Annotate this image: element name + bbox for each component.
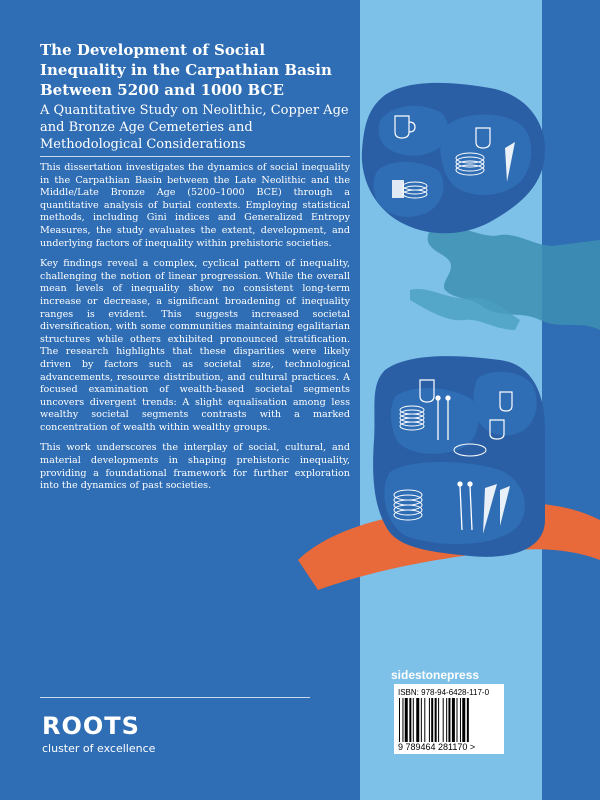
abstract-paragraph-2: Key findings reveal a complex, cyclical pattern of inequality, challenging the notion of linear progression. While the overall mean levels of inequality show no consistent long-term increase or decrease, a significant broadening of inequality ranges is evident. This suggests increased societal diversification, with some communities maintaining egalitarian structures while others exhibited pronounced stratification. The research highlights that these disparities were likely driven by factors such as societal size, technological advancements, resource distribution, and cultural practices. A focused examination of wealth-based societal segments uncovers divergent trends: A slight equalisation among less wealthy societal segments contrasts with a marked concentration of wealth within wealthy groups.: [40, 258, 350, 433]
isbn-barcode-box: [394, 684, 504, 754]
publisher-logo: sidestonepress: [391, 668, 480, 682]
isbn-text: ISBN: 978-94-6428-117-0: [398, 688, 490, 697]
book-title: The Development of Social Inequality in the Carpathian Basin Between 5200 and 1000 BCE: [40, 41, 332, 99]
barcode: [398, 698, 500, 742]
abstract-paragraph-1: This dissertation investigates the dynamics of social inequality in the Carpathian Basin between the Late Neolithic and the Middle/Late Bronze Age (5200–1000 BCE) through a quantitative analysis of burial contexts. Employing statistical methods, including Gini indices and Generalized Entropy Measures, the study evaluates the extent, development, and underlying factors of inequality within prehistoric societies.: [40, 162, 350, 249]
abstract: [40, 162, 350, 501]
title-divider: [40, 156, 350, 157]
roots-divider: [40, 697, 310, 698]
barcode-digits: 9 789464 281170 >: [398, 742, 476, 752]
abstract-paragraph-3: This work underscores the interplay of social, cultural, and material developments in shaping prehistoric inequality, providing a foundational framework for further exploration into the dynamics of past societies.: [40, 442, 350, 492]
artifact-plate-2: [440, 114, 531, 195]
roots-subtitle: cluster of excellence: [42, 742, 156, 755]
artifact-plate-5: [474, 372, 537, 436]
book-subtitle: A Quantitative Study on Neolithic, Copper Age and Bronze Age Cemeteries and Methodological Considerations: [40, 103, 349, 152]
roots-logo: ROOTS: [42, 712, 140, 740]
